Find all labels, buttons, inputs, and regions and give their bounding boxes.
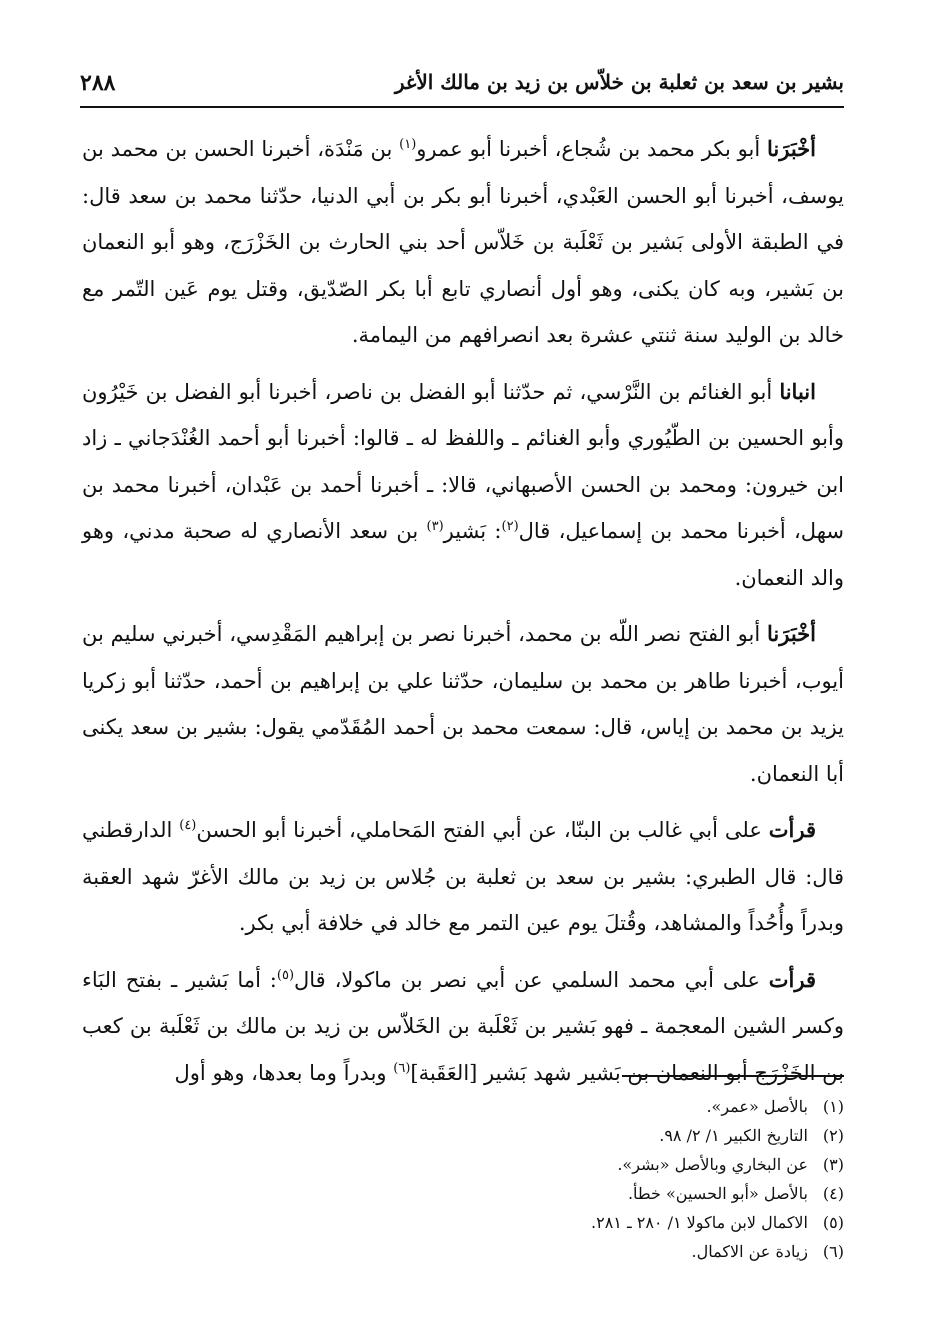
paragraph-lead: أخْبَرَنا [767,621,816,646]
footnote-item [400,1121,844,1150]
paragraph-lead: أخْبَرَنا [767,136,816,161]
footnote-ref[interactable]: (١) [399,137,417,152]
footnote-text: بالأصل «أبو الحسين» خطأ. [627,1184,808,1203]
paragraph-text: الدارقطني قال: قال الطبري: بشير بن سعد بن ثعلبة بن جُلاس بن زيد بن مالك الأغرّ شهد العقبة وبدراً وأُحُداً والمشاهد، وقُتلَ يوم عين التمر مع خالد في خلافة أبي بكر. [82,818,844,935]
footnote-text: بالأصل «عمر». [706,1097,808,1116]
footnote-ref[interactable]: (٣) [426,519,444,534]
paragraph-text: بن مَنْدَة، أخبرنا الحسن بن محمد بن يوسف، أخبرنا أبو الحسن العَبْدي، أخبرنا أبو بكر بن أبي الدنيا، حدّثنا محمد بن سعد قال: في الطبقة الأولى بَشير بن ثَعْلَبة بن خَلاّس أحد بني الحارث بن الخَزْرَج، وهو أبو النعمان بن بَشير، وبه كان يكنى، وهو أول أنصاري تابع أبا بكر الصّدّيق، وقتل يوم عَين التّمر مع خالد بن الوليد سنة ثنتي عشرة بعد انصرافهم من اليمامة. [82,137,844,347]
footnote-item [400,1208,844,1237]
footnote-item [400,1179,844,1208]
footnote-item [400,1092,844,1121]
paragraph-text: على أبي غالب بن البنّا، عن أبي الفتح المَحاملي، أخبرنا أبو الحسن [196,818,762,842]
paragraph-text: على أبي محمد السلمي عن أبي نصر بن ماكولا، قال [294,967,760,992]
footnote-number: (٦) [822,1242,844,1261]
footnote-number: (٥) [822,1213,844,1232]
paragraph-3 [82,611,844,797]
page-header [80,70,844,106]
footnote-number: (٣) [822,1155,844,1174]
footnote-ref[interactable]: (٢) [501,519,519,534]
footnote-text: التاريخ الكبير ١/ ٢/ ٩٨. [659,1126,808,1145]
footnote-text: الاكمال لابن ماكولا ١/ ٢٨٠ ـ ٢٨١. [591,1213,808,1232]
footnote-item [400,1237,844,1266]
paragraph-text: : أما بَشير ـ بفتح البَاء وكسر الشين المعجمة ـ فهو بَشير بن ثَعْلَبة بن الخَلاّس بن زيد بن مالك بن ثَعْلَبة بن كعب بن الخَزْرَج أبو النعمان بن بَشير شهد بَشير [العَقَبة] [82,967,844,1085]
footnote-text: زيادة عن الاكمال. [691,1242,808,1261]
footnotes [400,1092,844,1266]
paragraph-text: أبو الغنائم بن النَّرْسي، ثم حدّثنا أبو الفضل بن ناصر، أخبرنا أبو الفضل بن خَيْرُون وأبو الحسين بن الطّيُوري وأبو الغنائم ـ واللفظ له ـ قالوا: أخبرنا أبو أحمد الغُنْدَجاني ـ زاد ابن خيرون: ومحمد بن الحسن الأصبهاني، قالا: ـ أخبرنا أحمد بن عَبْدان، أخبرنا محمد بن سهل، أخبرنا محمد بن إسماعيل، قال [82,379,844,543]
footnote-number: (٢) [822,1126,844,1145]
paragraph-text: بن سعد الأنصاري له صحبة مدني، وهو والد النعمان. [82,519,844,590]
footnote-number: (١) [822,1097,844,1116]
paragraph-text: : بَشير [443,519,502,543]
paragraph-2 [82,369,844,602]
running-title: بشير بن سعد بن ثعلبة بن خلاّس بن زيد بن مالك الأغر [394,70,844,94]
paragraph-text: وبدراً وما بعدها، وهو أول [174,1060,387,1085]
paragraph-lead: قرأت [768,817,816,842]
footnote-ref[interactable]: (٥) [276,967,295,983]
paragraph-lead: قرأت [768,966,816,992]
page-number: ٢٨٨ [80,70,116,96]
footnote-text: عن البخاري وبالأصل «بشر». [617,1155,808,1174]
footnote-ref[interactable]: (٦) [393,1060,411,1076]
footnote-separator [622,1075,844,1077]
paragraph-4 [82,807,844,947]
footnote-ref[interactable]: (٤) [179,818,197,833]
paragraph-text: أبو الفتح نصر اللّه بن محمد، أخبرنا نصر بن إبراهيم المَقْدِسي، أخبرني سليم بن أيوب، أخبرنا طاهر بن محمد بن سليمان، حدّثنا علي بن إبراهيم بن أحمد، حدّثنا أبو زكريا يزيد بن محمد بن إياس، قال: سمعت محمد بن أحمد المُقَدّمي يقول: بشير بن سعد يكنى أبا النعمان. [82,622,844,786]
header-rule [80,106,844,108]
main-text [82,126,844,1106]
footnote-number: (٤) [822,1184,844,1203]
paragraph-text: أبو بكر محمد بن شُجاع، أخبرنا أبو عمرو [416,137,761,161]
footnote-item [400,1150,844,1179]
paragraph-lead: انبانا [779,378,816,404]
paragraph-1 [82,126,844,359]
